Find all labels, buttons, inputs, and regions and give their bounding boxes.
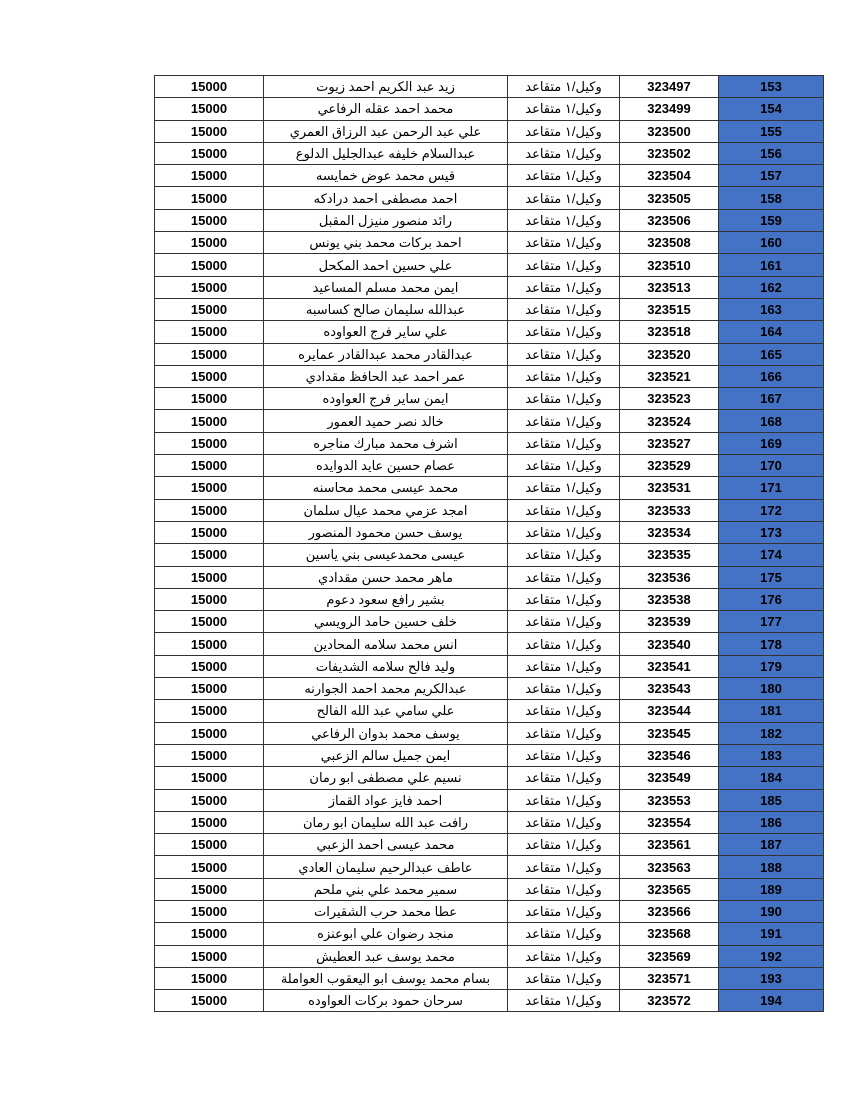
amount-cell: 15000	[155, 744, 264, 766]
name-cell: اشرف محمد مبارك مناجره	[264, 432, 508, 454]
name-cell: وليد فالح سلامه الشديفات	[264, 655, 508, 677]
name-cell: عطا محمد حرب الشقيرات	[264, 900, 508, 922]
serial-number-cell: 154	[719, 98, 824, 120]
id-number-cell: 323497	[620, 76, 719, 98]
name-cell: خالد نصر حميد العمور	[264, 410, 508, 432]
id-number-cell: 323524	[620, 410, 719, 432]
serial-number-cell: 192	[719, 945, 824, 967]
table-row	[155, 544, 824, 566]
name-cell: عصام حسين عايد الدوايده	[264, 455, 508, 477]
amount-cell: 15000	[155, 120, 264, 142]
amount-cell: 15000	[155, 321, 264, 343]
id-number-cell: 323505	[620, 187, 719, 209]
serial-number-cell: 171	[719, 477, 824, 499]
table-row	[155, 477, 824, 499]
rank-cell: وكيل/١ متقاعد	[508, 521, 620, 543]
serial-number-cell: 156	[719, 142, 824, 164]
name-cell: بسام محمد يوسف ابو اليعقوب العواملة	[264, 967, 508, 989]
id-number-cell: 323538	[620, 588, 719, 610]
name-cell: عبدالسلام خليفه عبدالجليل الدلوع	[264, 142, 508, 164]
table-row	[155, 633, 824, 655]
id-number-cell: 323520	[620, 343, 719, 365]
id-number-cell: 323499	[620, 98, 719, 120]
id-number-cell: 323536	[620, 566, 719, 588]
serial-number-cell: 158	[719, 187, 824, 209]
table-row	[155, 187, 824, 209]
amount-cell: 15000	[155, 722, 264, 744]
name-cell: علي حسين احمد المكحل	[264, 254, 508, 276]
serial-number-cell: 177	[719, 611, 824, 633]
table-row	[155, 945, 824, 967]
amount-cell: 15000	[155, 967, 264, 989]
name-cell: ايمن ساير فرج العواوده	[264, 388, 508, 410]
amount-cell: 15000	[155, 834, 264, 856]
name-cell: يوسف حسن محمود المنصور	[264, 521, 508, 543]
serial-number-cell: 168	[719, 410, 824, 432]
table-row	[155, 276, 824, 298]
name-cell: احمد مصطفى احمد درادكه	[264, 187, 508, 209]
amount-cell: 15000	[155, 410, 264, 432]
rank-cell: وكيل/١ متقاعد	[508, 700, 620, 722]
table-row	[155, 789, 824, 811]
id-number-cell: 323539	[620, 611, 719, 633]
id-number-cell: 323502	[620, 142, 719, 164]
rank-cell: وكيل/١ متقاعد	[508, 789, 620, 811]
amount-cell: 15000	[155, 767, 264, 789]
serial-number-cell: 176	[719, 588, 824, 610]
id-number-cell: 323541	[620, 655, 719, 677]
id-number-cell: 323523	[620, 388, 719, 410]
amount-cell: 15000	[155, 276, 264, 298]
serial-number-cell: 186	[719, 811, 824, 833]
id-number-cell: 323554	[620, 811, 719, 833]
amount-cell: 15000	[155, 432, 264, 454]
id-number-cell: 323521	[620, 365, 719, 387]
table-row	[155, 722, 824, 744]
id-number-cell: 323527	[620, 432, 719, 454]
table-row	[155, 76, 824, 98]
name-cell: منجد رضوان علي ابوعنزه	[264, 923, 508, 945]
rank-cell: وكيل/١ متقاعد	[508, 142, 620, 164]
table-row	[155, 98, 824, 120]
rank-cell: وكيل/١ متقاعد	[508, 455, 620, 477]
amount-cell: 15000	[155, 633, 264, 655]
serial-number-cell: 153	[719, 76, 824, 98]
table-row	[155, 142, 824, 164]
amount-cell: 15000	[155, 588, 264, 610]
serial-number-cell: 187	[719, 834, 824, 856]
rank-cell: وكيل/١ متقاعد	[508, 878, 620, 900]
rank-cell: وكيل/١ متقاعد	[508, 655, 620, 677]
rank-cell: وكيل/١ متقاعد	[508, 298, 620, 320]
rank-cell: وكيل/١ متقاعد	[508, 544, 620, 566]
id-number-cell: 323513	[620, 276, 719, 298]
amount-cell: 15000	[155, 789, 264, 811]
name-cell: سرحان حمود بركات العواوده	[264, 990, 508, 1012]
rank-cell: وكيل/١ متقاعد	[508, 388, 620, 410]
id-number-cell: 323563	[620, 856, 719, 878]
id-number-cell: 323533	[620, 499, 719, 521]
name-cell: انس محمد سلامه المحادين	[264, 633, 508, 655]
table-row	[155, 254, 824, 276]
table-row	[155, 298, 824, 320]
name-cell: عيسى محمدعيسى بني ياسين	[264, 544, 508, 566]
table-row	[155, 678, 824, 700]
rank-cell: وكيل/١ متقاعد	[508, 321, 620, 343]
serial-number-cell: 172	[719, 499, 824, 521]
id-number-cell: 323529	[620, 455, 719, 477]
serial-number-cell: 157	[719, 165, 824, 187]
serial-number-cell: 173	[719, 521, 824, 543]
serial-number-cell: 193	[719, 967, 824, 989]
id-number-cell: 323506	[620, 209, 719, 231]
amount-cell: 15000	[155, 811, 264, 833]
id-number-cell: 323540	[620, 633, 719, 655]
rank-cell: وكيل/١ متقاعد	[508, 566, 620, 588]
rank-cell: وكيل/١ متقاعد	[508, 276, 620, 298]
amount-cell: 15000	[155, 521, 264, 543]
id-number-cell: 323531	[620, 477, 719, 499]
name-cell: محمد عيسى محمد محاسنه	[264, 477, 508, 499]
table-row	[155, 388, 824, 410]
table-row	[155, 120, 824, 142]
name-cell: علي عبد الرحمن عبد الرزاق العمري	[264, 120, 508, 142]
rank-cell: وكيل/١ متقاعد	[508, 811, 620, 833]
serial-number-cell: 188	[719, 856, 824, 878]
serial-number-cell: 164	[719, 321, 824, 343]
name-cell: خلف حسين حامد الرويسي	[264, 611, 508, 633]
amount-cell: 15000	[155, 878, 264, 900]
rank-cell: وكيل/١ متقاعد	[508, 967, 620, 989]
table-row	[155, 209, 824, 231]
id-number-cell: 323534	[620, 521, 719, 543]
rank-cell: وكيل/١ متقاعد	[508, 120, 620, 142]
table-row	[155, 365, 824, 387]
name-cell: محمد عيسى احمد الزعبي	[264, 834, 508, 856]
serial-number-cell: 194	[719, 990, 824, 1012]
id-number-cell: 323544	[620, 700, 719, 722]
table-row	[155, 165, 824, 187]
table-row	[155, 700, 824, 722]
serial-number-cell: 174	[719, 544, 824, 566]
serial-number-cell: 185	[719, 789, 824, 811]
table-row	[155, 878, 824, 900]
amount-cell: 15000	[155, 254, 264, 276]
serial-number-cell: 161	[719, 254, 824, 276]
rank-cell: وكيل/١ متقاعد	[508, 410, 620, 432]
amount-cell: 15000	[155, 232, 264, 254]
id-number-cell: 323510	[620, 254, 719, 276]
amount-cell: 15000	[155, 923, 264, 945]
rank-cell: وكيل/١ متقاعد	[508, 588, 620, 610]
name-cell: عاطف عبدالرحيم سليمان العادي	[264, 856, 508, 878]
name-cell: عبدالله سليمان صالح كساسبه	[264, 298, 508, 320]
name-cell: امجد عزمي محمد عيال سلمان	[264, 499, 508, 521]
id-number-cell: 323545	[620, 722, 719, 744]
name-cell: يوسف محمد بدوان الرفاعي	[264, 722, 508, 744]
rank-cell: وكيل/١ متقاعد	[508, 343, 620, 365]
amount-cell: 15000	[155, 678, 264, 700]
id-number-cell: 323566	[620, 900, 719, 922]
table-row	[155, 990, 824, 1012]
id-number-cell: 323568	[620, 923, 719, 945]
rank-cell: وكيل/١ متقاعد	[508, 477, 620, 499]
name-cell: بشير رافع سعود دعوم	[264, 588, 508, 610]
id-number-cell: 323549	[620, 767, 719, 789]
amount-cell: 15000	[155, 856, 264, 878]
table-row	[155, 767, 824, 789]
id-number-cell: 323569	[620, 945, 719, 967]
serial-number-cell: 189	[719, 878, 824, 900]
serial-number-cell: 162	[719, 276, 824, 298]
amount-cell: 15000	[155, 477, 264, 499]
rank-cell: وكيل/١ متقاعد	[508, 856, 620, 878]
table-row	[155, 321, 824, 343]
amount-cell: 15000	[155, 544, 264, 566]
name-cell: رائد منصور منيزل المقبل	[264, 209, 508, 231]
table-row	[155, 432, 824, 454]
rank-cell: وكيل/١ متقاعد	[508, 187, 620, 209]
amount-cell: 15000	[155, 343, 264, 365]
rank-cell: وكيل/١ متقاعد	[508, 900, 620, 922]
serial-number-cell: 155	[719, 120, 824, 142]
serial-number-cell: 169	[719, 432, 824, 454]
id-number-cell: 323565	[620, 878, 719, 900]
name-cell: عبدالقادر محمد عبدالقادر عمايره	[264, 343, 508, 365]
amount-cell: 15000	[155, 945, 264, 967]
table-row	[155, 811, 824, 833]
rank-cell: وكيل/١ متقاعد	[508, 232, 620, 254]
rank-cell: وكيل/١ متقاعد	[508, 432, 620, 454]
amount-cell: 15000	[155, 499, 264, 521]
amount-cell: 15000	[155, 900, 264, 922]
serial-number-cell: 183	[719, 744, 824, 766]
name-cell: عمر احمد عبد الحافظ مقدادي	[264, 365, 508, 387]
serial-number-cell: 167	[719, 388, 824, 410]
name-cell: سمير محمد علي بني ملحم	[264, 878, 508, 900]
amount-cell: 15000	[155, 209, 264, 231]
serial-number-cell: 182	[719, 722, 824, 744]
amount-cell: 15000	[155, 142, 264, 164]
table-row	[155, 655, 824, 677]
table-row	[155, 611, 824, 633]
rank-cell: وكيل/١ متقاعد	[508, 611, 620, 633]
id-number-cell: 323518	[620, 321, 719, 343]
serial-number-cell: 178	[719, 633, 824, 655]
rank-cell: وكيل/١ متقاعد	[508, 990, 620, 1012]
name-cell: علي ساير فرج العواوده	[264, 321, 508, 343]
amount-cell: 15000	[155, 655, 264, 677]
id-number-cell: 323543	[620, 678, 719, 700]
amount-cell: 15000	[155, 98, 264, 120]
table-row	[155, 900, 824, 922]
rank-cell: وكيل/١ متقاعد	[508, 744, 620, 766]
id-number-cell: 323508	[620, 232, 719, 254]
rank-cell: وكيل/١ متقاعد	[508, 254, 620, 276]
amount-cell: 15000	[155, 566, 264, 588]
serial-number-cell: 191	[719, 923, 824, 945]
amount-cell: 15000	[155, 388, 264, 410]
id-number-cell: 323561	[620, 834, 719, 856]
serial-number-cell: 160	[719, 232, 824, 254]
amount-cell: 15000	[155, 365, 264, 387]
amount-cell: 15000	[155, 298, 264, 320]
serial-number-cell: 175	[719, 566, 824, 588]
amount-cell: 15000	[155, 455, 264, 477]
table-row	[155, 410, 824, 432]
name-cell: ايمن محمد مسلم المساعيد	[264, 276, 508, 298]
table-row	[155, 455, 824, 477]
name-cell: قيس محمد عوض خمايسه	[264, 165, 508, 187]
rank-cell: وكيل/١ متقاعد	[508, 834, 620, 856]
amount-cell: 15000	[155, 165, 264, 187]
rank-cell: وكيل/١ متقاعد	[508, 98, 620, 120]
table-row	[155, 967, 824, 989]
id-number-cell: 323515	[620, 298, 719, 320]
serial-number-cell: 180	[719, 678, 824, 700]
table-row	[155, 834, 824, 856]
table-row	[155, 856, 824, 878]
table-row	[155, 923, 824, 945]
amount-cell: 15000	[155, 990, 264, 1012]
amount-cell: 15000	[155, 187, 264, 209]
name-cell: علي سامي عبد الله الفالح	[264, 700, 508, 722]
rank-cell: وكيل/١ متقاعد	[508, 365, 620, 387]
rank-cell: وكيل/١ متقاعد	[508, 923, 620, 945]
table-row	[155, 232, 824, 254]
id-number-cell: 323572	[620, 990, 719, 1012]
serial-number-cell: 190	[719, 900, 824, 922]
id-number-cell: 323500	[620, 120, 719, 142]
table-row	[155, 521, 824, 543]
rank-cell: وكيل/١ متقاعد	[508, 633, 620, 655]
name-cell: احمد فايز عواد القماز	[264, 789, 508, 811]
name-cell: نسيم علي مصطفى ابو رمان	[264, 767, 508, 789]
serial-number-cell: 181	[719, 700, 824, 722]
name-cell: محمد احمد عقله الرفاعي	[264, 98, 508, 120]
rank-cell: وكيل/١ متقاعد	[508, 76, 620, 98]
id-number-cell: 323535	[620, 544, 719, 566]
id-number-cell: 323546	[620, 744, 719, 766]
name-cell: احمد بركات محمد بني يونس	[264, 232, 508, 254]
id-number-cell: 323504	[620, 165, 719, 187]
name-cell: رافت عبد الله سليمان ابو رمان	[264, 811, 508, 833]
serial-number-cell: 170	[719, 455, 824, 477]
table-row	[155, 566, 824, 588]
table-row	[155, 744, 824, 766]
rank-cell: وكيل/١ متقاعد	[508, 945, 620, 967]
rank-cell: وكيل/١ متقاعد	[508, 499, 620, 521]
serial-number-cell: 163	[719, 298, 824, 320]
table-row	[155, 588, 824, 610]
table-row	[155, 499, 824, 521]
retirees-table-body	[155, 76, 824, 1012]
serial-number-cell: 159	[719, 209, 824, 231]
table-row	[155, 343, 824, 365]
name-cell: ماهر محمد حسن مقدادي	[264, 566, 508, 588]
rank-cell: وكيل/١ متقاعد	[508, 209, 620, 231]
name-cell: عبدالكريم محمد احمد الجوارنه	[264, 678, 508, 700]
name-cell: محمد يوسف عبد العطيش	[264, 945, 508, 967]
serial-number-cell: 166	[719, 365, 824, 387]
serial-number-cell: 165	[719, 343, 824, 365]
retirees-table	[154, 75, 824, 1012]
amount-cell: 15000	[155, 611, 264, 633]
serial-number-cell: 179	[719, 655, 824, 677]
rank-cell: وكيل/١ متقاعد	[508, 678, 620, 700]
serial-number-cell: 184	[719, 767, 824, 789]
amount-cell: 15000	[155, 76, 264, 98]
id-number-cell: 323553	[620, 789, 719, 811]
amount-cell: 15000	[155, 700, 264, 722]
id-number-cell: 323571	[620, 967, 719, 989]
rank-cell: وكيل/١ متقاعد	[508, 722, 620, 744]
name-cell: زيد عبد الكريم احمد زيوت	[264, 76, 508, 98]
name-cell: ايمن جميل سالم الزعبي	[264, 744, 508, 766]
rank-cell: وكيل/١ متقاعد	[508, 767, 620, 789]
rank-cell: وكيل/١ متقاعد	[508, 165, 620, 187]
